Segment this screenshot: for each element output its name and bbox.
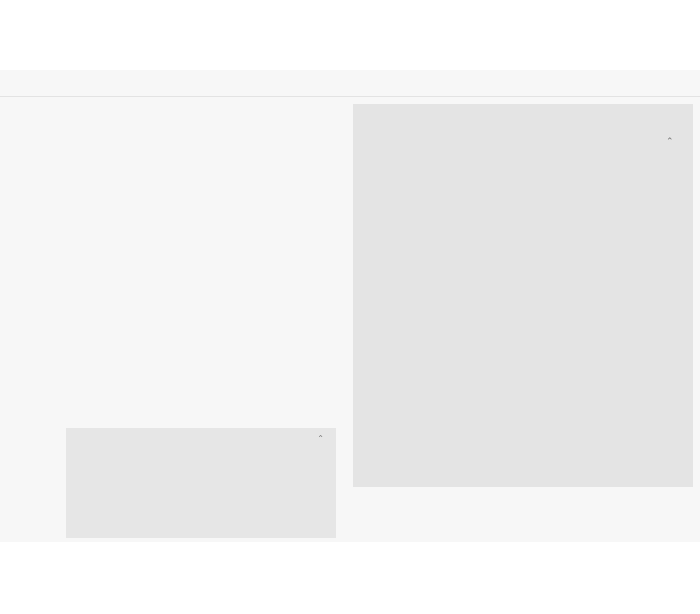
chevron-up-icon[interactable]: ⌃ — [666, 136, 674, 146]
chevron-up-icon[interactable]: ⌃ — [317, 434, 324, 443]
allergens-panel[interactable] — [66, 428, 336, 538]
nutrition-panel — [353, 104, 693, 487]
divider — [0, 96, 700, 97]
